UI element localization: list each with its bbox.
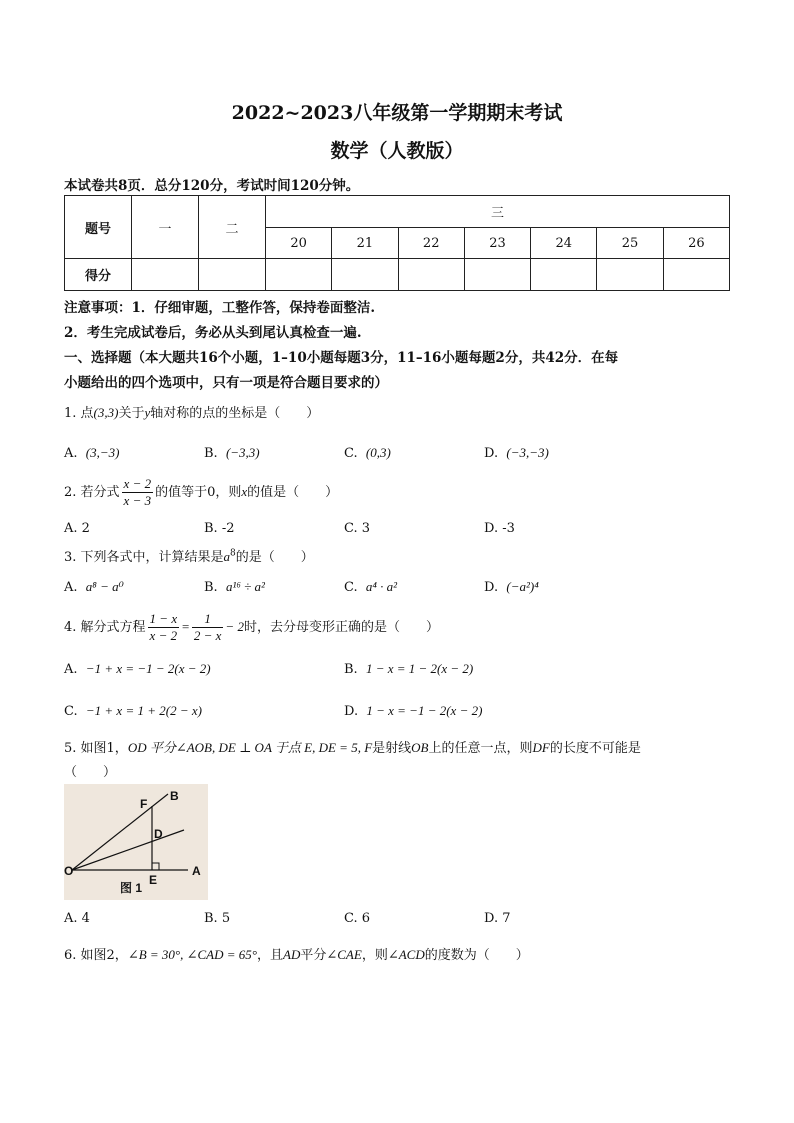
score-table-section-one: 一 — [132, 196, 199, 259]
label-d: D — [154, 827, 163, 841]
q3-option-c[interactable]: C. a⁴ · a² — [344, 579, 398, 595]
label-f: F — [140, 797, 148, 811]
score-cell[interactable] — [464, 259, 530, 291]
figure-1-caption: 图 1 — [120, 881, 143, 895]
score-table-q21: 21 — [332, 228, 398, 259]
q5-option-c[interactable]: C. 6 — [344, 911, 371, 926]
exam-subtitle: 数学（人教版） — [330, 140, 464, 162]
score-cell[interactable] — [132, 259, 199, 291]
score-table-q20: 20 — [266, 228, 332, 259]
score-cell[interactable] — [332, 259, 398, 291]
score-cell[interactable] — [663, 259, 729, 291]
exam-info: 本试卷共8页．总分120分，考试时间120分钟。 — [64, 178, 360, 194]
q1-option-d[interactable]: D. (−3,−3) — [484, 445, 549, 461]
note-1: 注意事项：1．仔细审题，工整作答，保持卷面整洁. — [64, 300, 376, 316]
q5-option-d[interactable]: D. 7 — [484, 911, 511, 926]
right-angle-mark — [152, 863, 159, 870]
q1-option-b[interactable]: B. (−3,3) — [204, 445, 260, 461]
q4-option-b[interactable]: B. 1 − x = 1 − 2(x − 2) — [344, 661, 474, 677]
score-cell[interactable] — [199, 259, 266, 291]
ray-od — [72, 830, 184, 870]
figure-1-diagram — [64, 784, 208, 900]
label-b: B — [170, 789, 179, 803]
score-table — [64, 195, 730, 291]
score-cell[interactable] — [531, 259, 597, 291]
score-table-section-two: 二 — [199, 196, 266, 259]
q4-lhs-fraction: $\frac{1 - x}{x - 2}$ — [149, 611, 178, 643]
q2-option-c[interactable]: C. 3 — [344, 521, 371, 536]
q4-rhs-fraction: $\frac{1}{2 - x}$ — [193, 611, 222, 643]
score-table-q22: 22 — [398, 228, 464, 259]
figure-1 — [64, 784, 208, 900]
score-cell[interactable] — [398, 259, 464, 291]
q2-option-a[interactable]: A. 2 — [64, 521, 90, 536]
score-table-section-three: 三 — [266, 196, 730, 228]
section-header-line1: 一、选择题（本大题共16个小题，1–10小题每题3分，11–16小题每题2分，共42分．在每 — [64, 350, 619, 366]
q3-option-d[interactable]: D. (−a²)⁴ — [484, 579, 539, 595]
section-header-line2: 小题给出的四个选项中，只有一项是符合题目要求的） — [64, 375, 388, 391]
label-e: E — [149, 873, 158, 887]
question-5: 5. 如图1，OD 平分∠AOB, DE ⊥ OA 于点 E, DE = 5, F是射线OB上的任意一点，则DF的长度不可能是 — [64, 740, 641, 756]
q4-option-d[interactable]: D. 1 − x = −1 − 2(x − 2) — [344, 703, 483, 719]
score-table-q24: 24 — [531, 228, 597, 259]
score-cell[interactable] — [266, 259, 332, 291]
question-4: 4. 解分式方程 $\frac{1 - x}{x - 2}$ = $\frac{1}{2 - x}$ − 2时，去分母变形正确的是（ ） — [64, 611, 439, 643]
note-2: 2．考生完成试卷后，务必从头到尾认真检查一遍. — [64, 325, 362, 341]
q2-option-b[interactable]: B. -2 — [204, 521, 235, 536]
q2-fraction: $\frac{x - 2}{x - 3}$ — [123, 476, 152, 508]
q4-option-c[interactable]: C. −1 + x = 1 + 2(2 − x) — [64, 703, 202, 719]
score-cell[interactable] — [597, 259, 663, 291]
q2-option-d[interactable]: D. -3 — [484, 521, 515, 536]
score-table-q23: 23 — [464, 228, 530, 259]
score-table-q25: 25 — [597, 228, 663, 259]
q4-option-a[interactable]: A. −1 + x = −1 − 2(x − 2) — [64, 661, 211, 677]
score-table-question-label: 题号 — [65, 196, 132, 259]
label-a: A — [192, 864, 201, 878]
question-6: 6. 如图2，∠B = 30°, ∠CAD = 65°，且AD平分∠CAE，则∠ACD的度数为（ ） — [64, 947, 529, 963]
score-table-score-label: 得分 — [65, 259, 132, 291]
question-5-bracket: （ ） — [64, 765, 117, 780]
q3-option-b[interactable]: B. a¹⁶ ÷ a² — [204, 579, 265, 595]
q3-option-a[interactable]: A. a⁸ − a⁰ — [64, 579, 124, 595]
question-2: 2. 若分式 $\frac{x - 2}{x - 3}$ 的值等于0，则x的值是（ ） — [64, 476, 339, 508]
question-3: 3. 下列各式中，计算结果是$a^8$的是（ ） — [64, 548, 314, 565]
score-table-q26: 26 — [663, 228, 729, 259]
exam-title: 2022~2023八年级第一学期期末考试 — [231, 102, 563, 124]
q1-option-c[interactable]: C. (0,3) — [344, 445, 391, 461]
q5-option-b[interactable]: B. 5 — [204, 911, 231, 926]
question-1: 1. 点(3,3)关于y轴对称的点的坐标是（ ） — [64, 405, 320, 421]
label-o: O — [64, 864, 74, 878]
q5-option-a[interactable]: A. 4 — [64, 911, 90, 926]
q1-option-a[interactable]: A. (3,−3) — [64, 445, 120, 461]
